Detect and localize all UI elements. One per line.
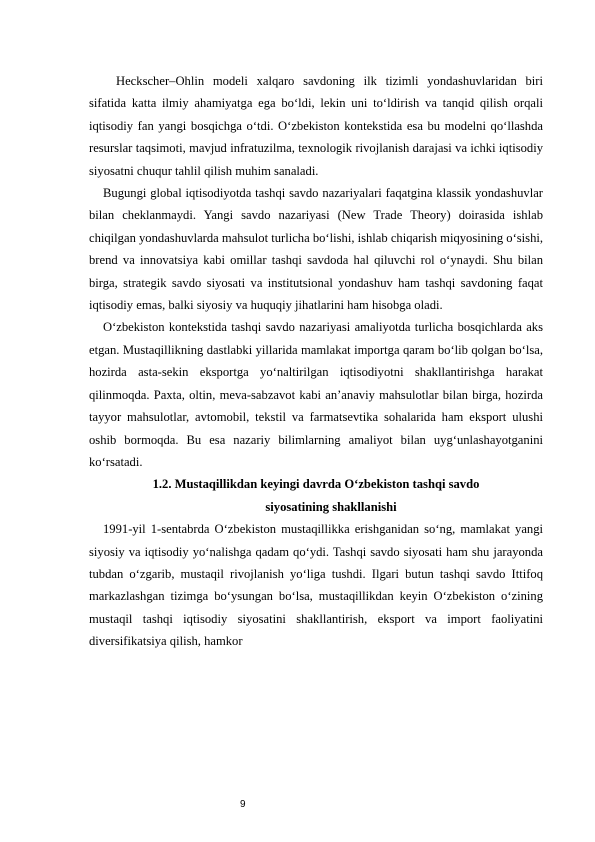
page-number: 9 <box>240 799 246 810</box>
document-body <box>89 70 543 653</box>
paragraph-uzbekistan-context: O‘zbekiston kontekstida tashqi savdo nazariyasi amaliyotda turlicha bosqichlarda aks etgan. Mustaqillikning dastlabki yillarida mamlakat importga qaram bo‘lib qolgan bo‘lsa, hozirda asta-sekin eksportga yo‘naltirilgan iqtisodiyotni shakllantirishga harakat qilinmoqda. Paxta, oltin, meva-sabzavot kabi an’anaviy mahsulotlar bilan birga, hozirda tayyor mahsulotlar, avtomobil, tekstil va farmatsevtika sohalarida ham eksport ulushi oshib bormoqda. Bu esa nazariy bilimlarning amaliyot bilan uyg‘unlashayotganini ko‘rsatadi. <box>89 320 543 469</box>
section-heading <box>89 473 543 518</box>
paragraph-independence: 1991-yil 1-sentabrda O‘zbekiston mustaqillikka erishganidan so‘ng, mamlakat yangi siyosiy va iqtisodiy yo‘nalishga qadam qo‘ydi. Tashqi savdo siyosati ham shu jarayonda tubdan o‘zgarib, mustaqil rivojlanish yo‘liga tushdi. Ilgari butun tashqi savdo Ittifoq markazlashgan tizimga bo‘ysungan bo‘lsa, mustaqillikdan keyin O‘zbekiston o‘zining mustaqil tashqi iqtisodiy siyosatini shakllantirish, eksport va import faoliyatini diversifikatsiya qilish, hamkor <box>89 522 543 649</box>
paragraph-new-trade-theory: Bugungi global iqtisodiyotda tashqi savdo nazariyalari faqatgina klassik yondashuvlar bilan cheklanmaydi. Yangi savdo nazariyasi (New Trade Theory) doirasida ishlab chiqilgan yondashuvlarda mahsulot turlicha bo‘lishi, ishlab chiqarish miqyosining o‘sishi, brend va innovatsiya kabi omillar tashqi savdoda hal qiluvchi rol o‘ynaydi. Shu bilan birga, strategik savdo siyosati va institutsional yondashuv ham tashqi savdoning faqat iqtisodiy emas, balki siyosiy va huquqiy jihatlarini ham hisobga oladi. <box>89 186 544 313</box>
paragraph-heckscher-ohlin: Heckscher–Ohlin modeli xalqaro savdoning ilk tizimli yondashuvlaridan biri sifatida katta ilmiy ahamiyatga ega bo‘ldi, lekin uni to‘ldirish va tanqid qilish orqali iqtisodiy fan yangi bosqichga o‘tdi. O‘zbekiston kontekstida esa bu modelni qo‘llashda resurslar taqsimoti, mavjud infratuzilma, texnologik rivojlanish darajasi va ichki iqtisodiy siyosatni chuqur tahlil qilish muhim sanaladi. <box>89 74 543 178</box>
section-heading-line-1: 1.2. Mustaqillikdan keyingi davrda O‘zbekiston tashqi savdo <box>152 477 480 492</box>
section-heading-line-2: siyosatining shakllanishi <box>265 499 397 514</box>
